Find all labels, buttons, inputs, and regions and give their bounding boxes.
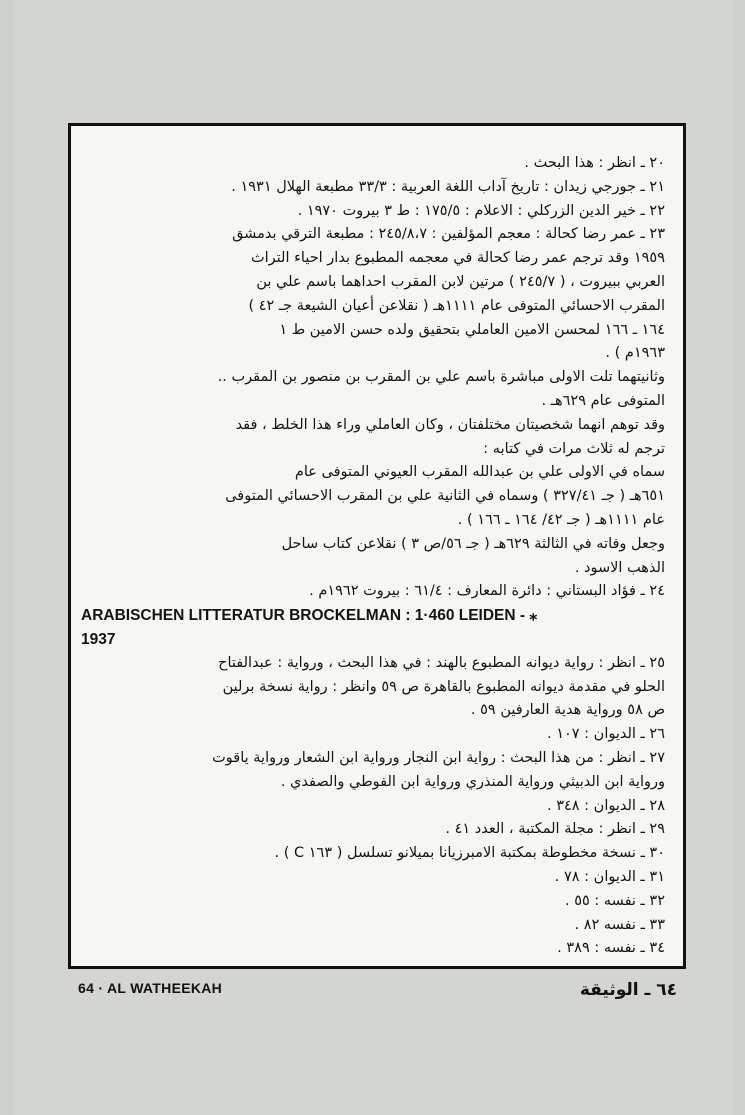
note-line: ٣٣ ـ نفسه ٨٢ . [574, 916, 665, 933]
note-line: ٢٧ ـ انظر : من هذا البحث : رواية ابن النجار ورواية ابن الشعار ورواية ياقوت [212, 749, 665, 766]
note-line: المقرب الاحسائي المتوفى عام ١١١١هـ ( نقلاعن أعيان الشيعة جـ ٤٢ ) [248, 297, 665, 314]
note-line: ٢٦ ـ الديوان : ١٠٧ . [546, 726, 665, 743]
note-line: ٢٤ ـ فؤاد البستاني : دائرة المعارف : ٦١/٤ : بيروت ١٩٦٢م . [309, 583, 665, 600]
note-line: ١٦٤ ـ ١٦٦ لمحسن الامين العاملي بتحقيق ولده حسن الامين ط ١ [279, 321, 665, 338]
note-line: ١٩٦٣م ) . [605, 345, 665, 362]
note-line: سماه في الاولى علي بن عبدالله المقرب العيوني المتوفى عام [294, 464, 665, 481]
note-line: ٢٣ ـ عمر رضا كحالة : معجم المؤلفين : ٢٤٥/٨،٧ : مطبعة الترقي بدمشق [232, 226, 665, 243]
text-frame [68, 123, 686, 969]
note-line: ٦٥١هـ ( جـ ٣٢٧/٤١ ) وسماه في الثانية علي بن المقرب الاحسائي المتوفى [225, 488, 665, 505]
note-line: وقد توهم انهما شخصيتان مختلفتان ، وكان العاملي وراء هذا الخلط ، فقد [235, 416, 665, 433]
footer-page-label-arabic: ٦٤ ـ الوثيقة [579, 980, 677, 1000]
note-line: المتوفى عام ٦٢٩هـ . [541, 392, 665, 409]
note-line: عام ١١١١هـ ( جـ ٤٢/ ١٦٤ ـ ١٦٦ ) . [457, 511, 665, 528]
note-line: ترجم له ثلاث مرات في كتابه : [483, 440, 665, 457]
note-line: وجعل وفاته في الثالثة ٦٢٩هـ ( جـ ٥٦/ص ٣ ) نقلاعن كتاب ساحل [281, 535, 665, 552]
note-line: وثانيتهما تلت الاولى مباشرة باسم علي بن المقرب بن منصور بن المقرب .. [217, 369, 665, 386]
note-line: العربي ببيروت ، ( ٢٤٥/٧ ) مرتين لابن المقرب احداهما باسم علي بن [256, 273, 665, 290]
note-line: ٣٤ ـ نفسه : ٣٨٩ . [557, 940, 665, 957]
note-line: الذهب الاسود . [574, 559, 665, 576]
reference-latin-year: 1937 [81, 630, 116, 648]
note-line: ٣١ ـ الديوان : ٧٨ . [554, 868, 665, 885]
note-line: ١٩٥٩ وقد ترجم عمر رضا كحالة في معجمه المطبوع بدار احياء التراث [250, 250, 665, 267]
note-line: الحلو في مقدمة ديوانه المطبوع بالقاهرة ص ٥٩ وانظر : رواية نسخة برلين [222, 678, 665, 695]
note-line: ص ٥٨ ورواية هدية العارفين ٥٩ . [470, 702, 665, 719]
footnotes-block [81, 152, 665, 961]
note-line: ٢٠ ـ انظر : هذا البحث . [524, 155, 665, 171]
note-line: ٢٩ ـ انظر : مجلة المكتبة ، العدد ٤١ . [445, 821, 665, 838]
note-line: ٢٨ ـ الديوان : ٣٤٨ . [546, 797, 665, 814]
note-line: ٢٢ ـ خير الدين الزركلي : الاعلام : ١٧٥/٥ : ط ٣ بيروت ١٩٧٠ . [297, 202, 665, 219]
reference-latin-line: ARABISCHEN LITTERATUR BROCKELMAN : 1·460 LEIDEN - ⁎ [81, 607, 538, 625]
note-line: ورواية ابن الدبيثي ورواية المنذري ورواية ابن الفوطي والصفدي . [280, 773, 665, 790]
footer-page-label-latin: 64 · AL WATHEEKAH [78, 980, 223, 996]
note-line: ٢٥ ـ انظر : رواية ديوانه المطبوع بالهند : في هذا البحث ، ورواية : عبدالفتاح [218, 654, 665, 671]
note-line: ٣٠ ـ نسخة مخطوطة بمكتبة الامبرزيانا بميلانو تسلسل ( ١٦٣ C ) . [274, 845, 665, 862]
note-line: ٢١ ـ جورجي زيدان : تاريخ آداب اللغة العربية : ٣٣/٣ مطبعة الهلال ١٩٣١ . [231, 178, 665, 195]
note-line: ٣٢ ـ نفسه : ٥٥ . [564, 892, 665, 909]
